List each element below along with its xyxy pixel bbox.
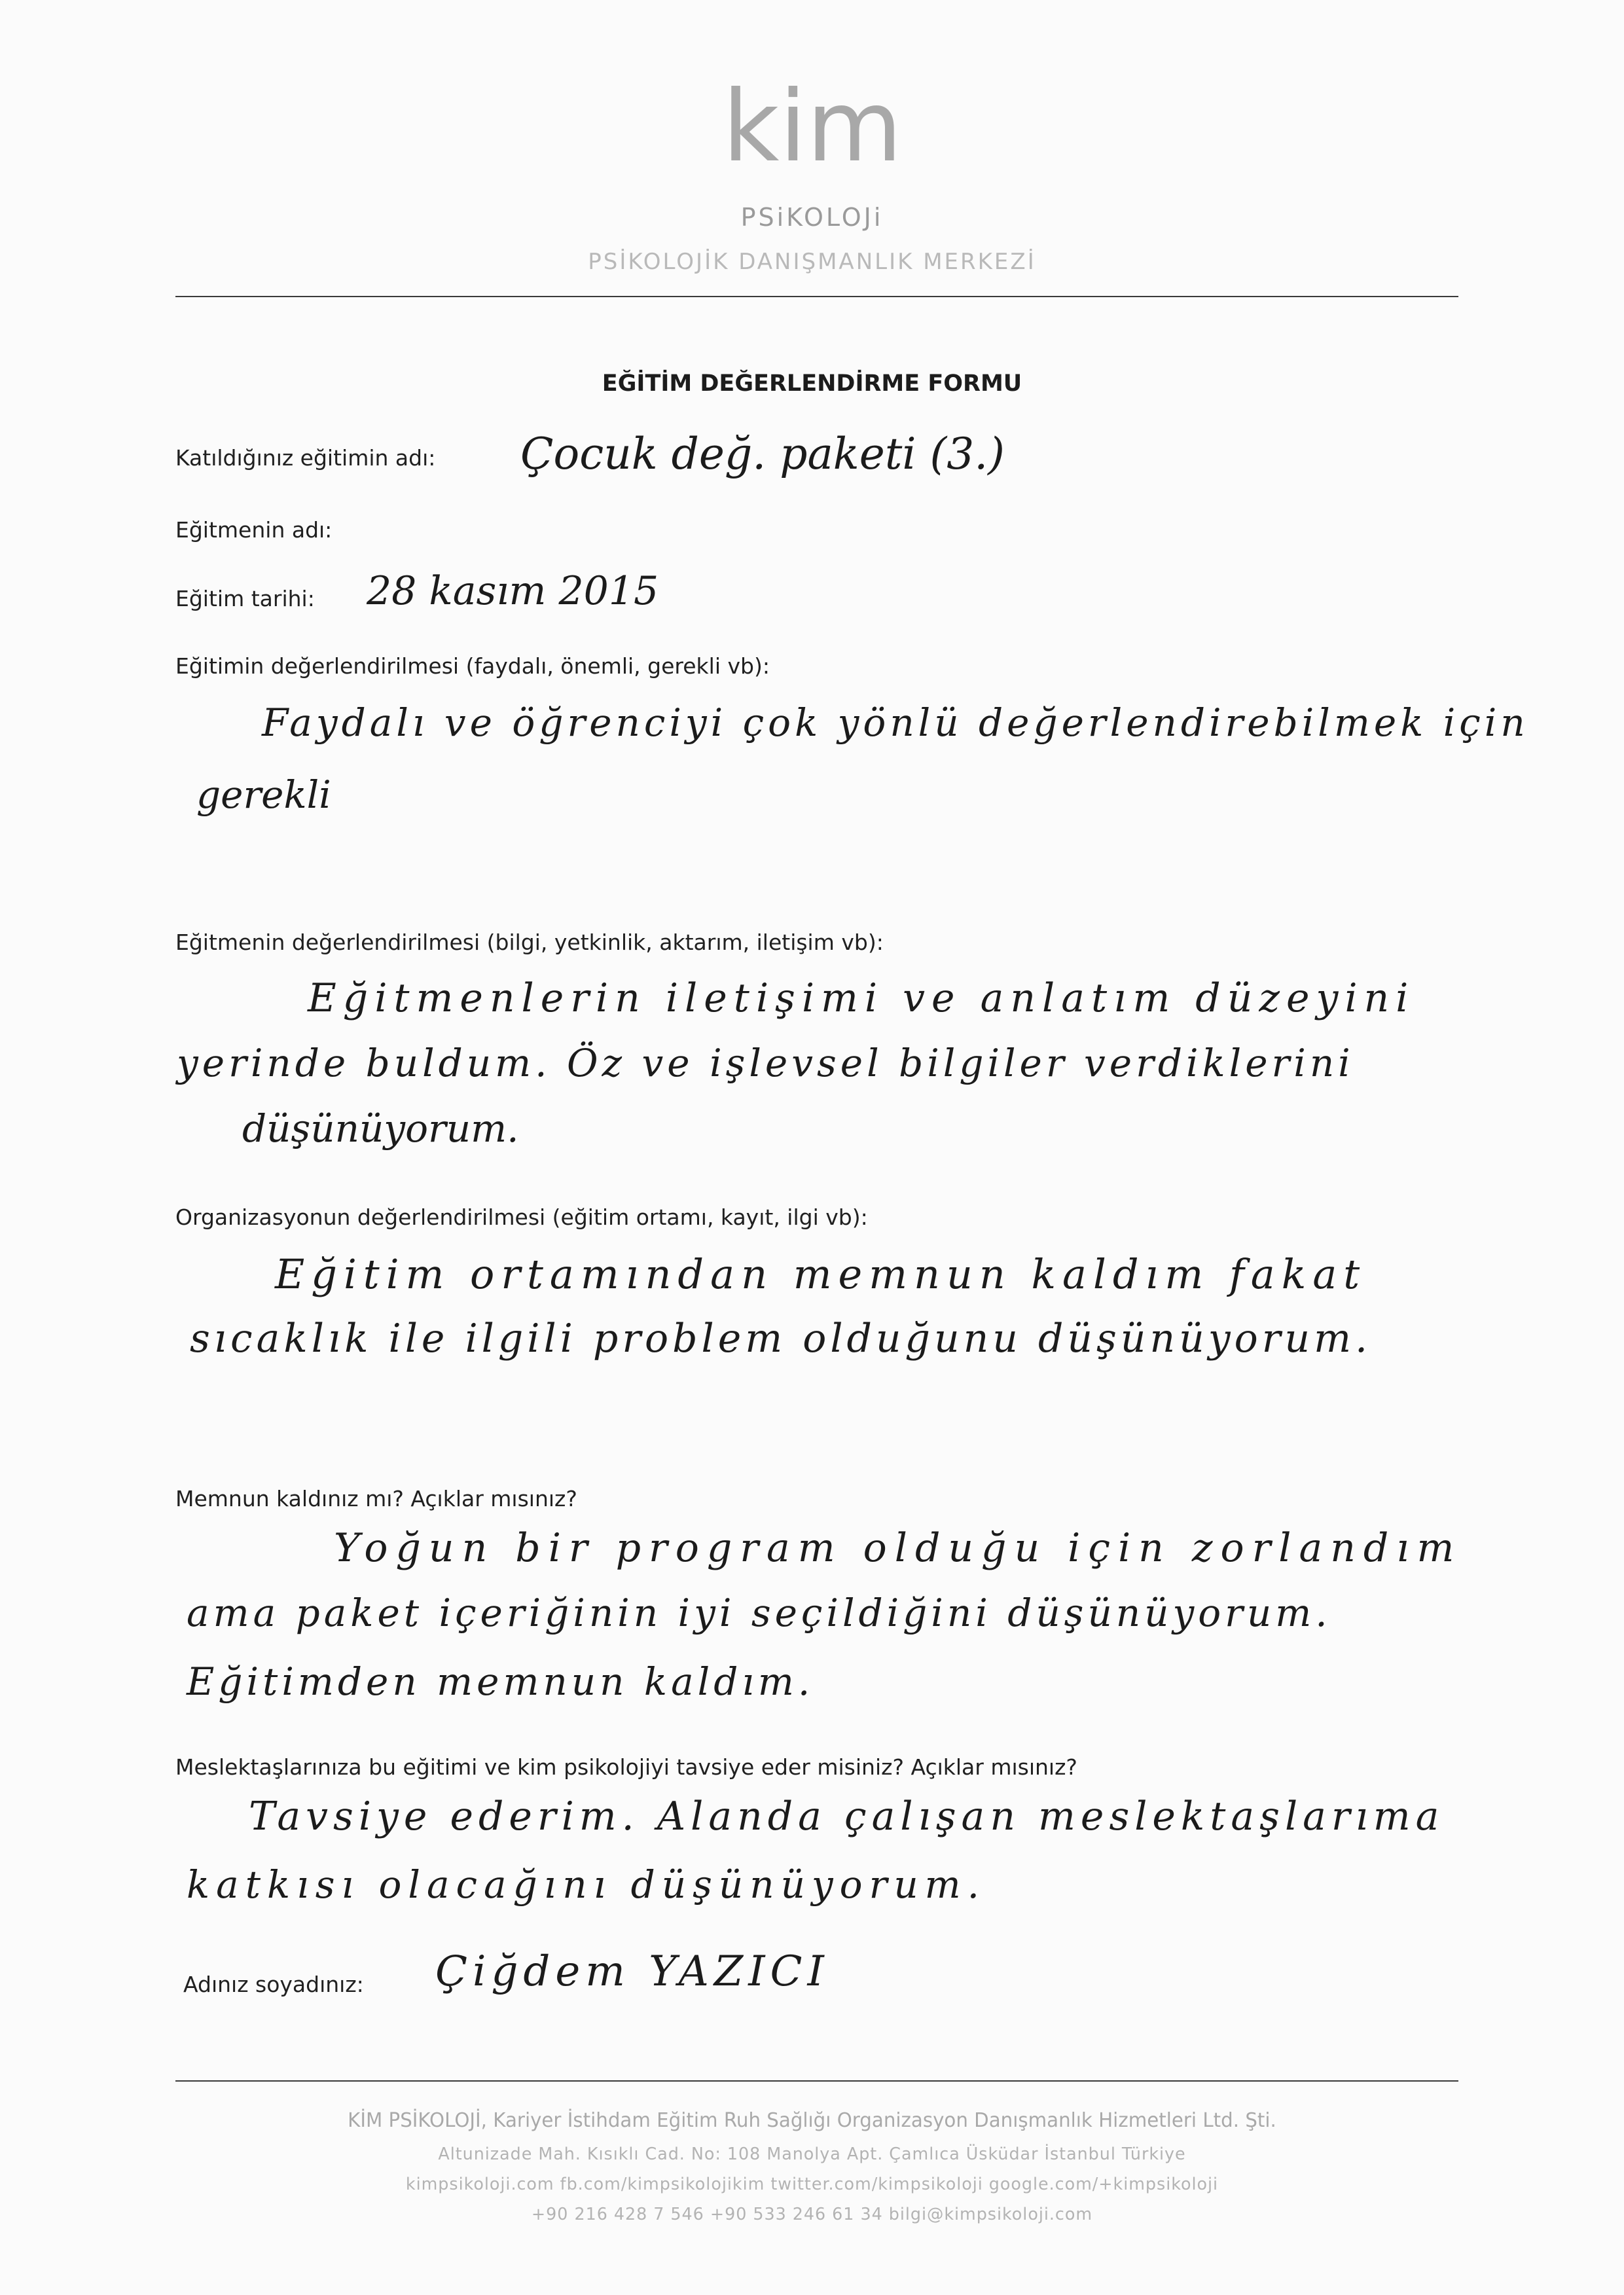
organization-eval-line-1: Eğitim ortamından memnun kaldım fakat xyxy=(275,1250,1367,1298)
satisfaction-label: Memnun kaldınız mı? Açıklar mısınız? xyxy=(175,1486,577,1511)
training-eval-line-1: Faydalı ve öğrenciyi çok yönlü değerlendirebilmek için xyxy=(262,700,1529,745)
footer-contact: +90 216 428 7 546 +90 533 246 61 34 bilgi@kimpsikoloji.com xyxy=(531,2205,1093,2224)
header-divider xyxy=(175,296,1458,297)
satisfaction-line-2: ama paket içeriğinin iyi seçildiğini düşünüyorum. xyxy=(187,1591,1331,1635)
company-logo xyxy=(0,79,1624,275)
training-name-answer: Çocuk değ. paketi (3.) xyxy=(520,429,1005,479)
footer-address: Altunizade Mah. Kısıklı Cad. No: 108 Manolya Apt. Çamlıca Üsküdar İstanbul Türkiye xyxy=(438,2144,1186,2164)
training-date-answer: 28 kasım 2015 xyxy=(367,568,659,614)
training-name-label: Katıldığınız eğitimin adı: xyxy=(175,445,436,471)
trainer-name-label: Eğitmenin adı: xyxy=(175,517,333,543)
logo-subtitle: PSİKOLOJİK DANIŞMANLIK MERKEZİ xyxy=(588,249,1036,275)
training-eval-line-2: gerekli xyxy=(196,772,331,817)
footer-divider xyxy=(175,2080,1458,2082)
trainer-eval-line-1: Eğitmenlerin iletişimi ve anlatım düzeyini xyxy=(308,975,1415,1021)
organization-eval-label: Organizasyonun değerlendirilmesi (eğitim ortamı, kayıt, ilgi vb): xyxy=(175,1204,868,1230)
full-name-label: Adınız soyadınız: xyxy=(183,1972,364,1997)
recommend-line-2: katkısı olacağını düşünüyorum. xyxy=(187,1862,986,1907)
logo-mark-text: kim xyxy=(722,79,902,184)
recommend-line-1: Tavsiye ederim. Alanda çalışan meslektaşlarıma xyxy=(249,1794,1445,1839)
trainer-eval-label: Eğitmenin değerlendirilmesi (bilgi, yetkinlik, aktarım, iletişim vb): xyxy=(175,930,884,955)
satisfaction-line-3: Eğitimden memnun kaldım. xyxy=(187,1659,814,1704)
satisfaction-line-1: Yoğun bir program olduğu için zorlandım xyxy=(334,1525,1462,1571)
training-date-label: Eğitim tarihi: xyxy=(175,586,315,611)
organization-eval-line-2: sıcaklık ile ilgili problem olduğunu düşünüyorum. xyxy=(190,1316,1372,1362)
footer-social: kimpsikoloji.com fb.com/kimpsikolojikim twitter.com/kimpsikoloji google.com/+kimpsikoloji xyxy=(405,2175,1219,2194)
kim-logo-mark xyxy=(695,79,930,203)
footer-company: KİM PSİKOLOJİ, Kariyer İstihdam Eğitim Ruh Sağlığı Organizasyon Danışmanlık Hizmetleri Ltd. Şti. xyxy=(348,2109,1276,2132)
full-name-answer: Çiğdem YAZICI xyxy=(435,1947,829,1996)
logo-word: PSiKOLOJi xyxy=(740,203,884,232)
trainer-eval-line-3: düşünüyorum. xyxy=(242,1106,519,1151)
trainer-eval-line-2: yerinde buldum. Öz ve işlevsel bilgiler verdiklerini xyxy=(177,1041,1354,1085)
recommend-label: Meslektaşlarınıza bu eğitimi ve kim psikolojiyi tavsiye eder misiniz? Açıklar mısınız? xyxy=(175,1754,1077,1780)
form-title: EĞİTİM DEĞERLENDİRME FORMU xyxy=(602,370,1022,397)
training-eval-label: Eğitimin değerlendirilmesi (faydalı, önemli, gerekli vb): xyxy=(175,653,770,679)
